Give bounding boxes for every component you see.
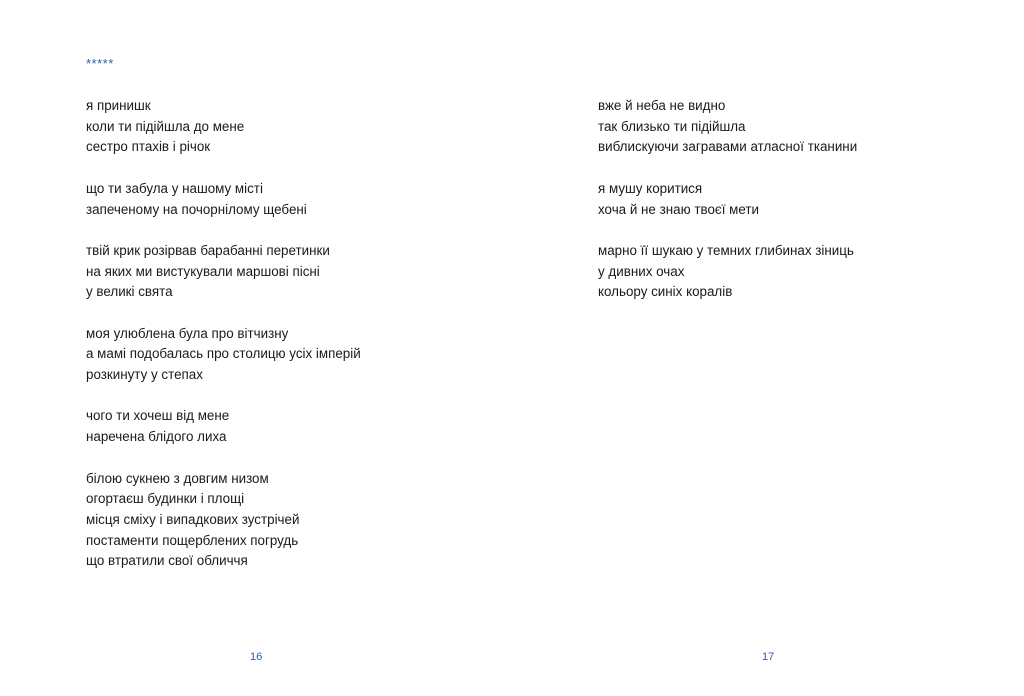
stanza bbox=[598, 179, 857, 220]
stanza bbox=[86, 406, 361, 447]
stanza bbox=[86, 241, 361, 303]
page-number-left: 16 bbox=[250, 651, 263, 663]
poem-line: розкинуту у степах bbox=[86, 367, 203, 383]
poem-line: твій крик розірвав барабанні перетинки bbox=[86, 242, 330, 258]
poem-line: коли ти підійшла до мене bbox=[86, 118, 245, 134]
poem-line: кольору синіх коралів bbox=[598, 284, 733, 300]
poem-line: що втратили свої обличчя bbox=[86, 553, 248, 569]
stanza bbox=[598, 96, 857, 158]
poem-line: постаменти пощерблених погрудь bbox=[86, 532, 299, 548]
poem-line: виблискуючи загравами атласної тканини bbox=[598, 139, 858, 155]
poem-line: огортаєш будинки і площі bbox=[86, 491, 245, 507]
stanza bbox=[598, 241, 857, 303]
poem-line: наречена блідого лиха bbox=[86, 429, 227, 445]
poem-line: я мушу коритися bbox=[598, 180, 703, 196]
stanza bbox=[86, 324, 361, 386]
poem-line: чого ти хочеш від мене bbox=[86, 408, 230, 424]
section-ornament: ***** bbox=[86, 56, 114, 71]
poem-line: що ти забула у нашому місті bbox=[86, 180, 263, 196]
poem-line: у дивних очах bbox=[598, 263, 685, 279]
poem-line: сестро птахів і річок bbox=[86, 139, 211, 155]
poem-line: а мамі подобалась про столицю усіх імперій bbox=[86, 346, 361, 362]
poem-line: хоча й не знаю твоєї мети bbox=[598, 201, 759, 217]
page-number-right: 17 bbox=[762, 651, 775, 663]
right-page bbox=[512, 0, 1024, 696]
poem-line: марно її шукаю у темних глибинах зіниць bbox=[598, 242, 854, 258]
poem-right bbox=[598, 96, 857, 324]
poem-line: на яких ми вистукували маршові пісні bbox=[86, 263, 320, 279]
stanza bbox=[86, 469, 361, 573]
poem-line: білою сукнею з довгим низом bbox=[86, 470, 269, 486]
poem-line: моя улюблена була про вітчизну bbox=[86, 325, 289, 341]
stanza bbox=[86, 179, 361, 220]
poem-line: я принишк bbox=[86, 98, 151, 113]
poem-line: у великі свята bbox=[86, 284, 173, 300]
poem-line: місця сміху і випадкових зустрічей bbox=[86, 511, 300, 527]
poem-left bbox=[86, 96, 361, 593]
poem-line: так близько ти підійшла bbox=[598, 118, 746, 134]
poem-line: запеченому на почорнілому щебені bbox=[86, 201, 307, 217]
poem-line: вже й неба не видно bbox=[598, 98, 726, 113]
stanza bbox=[86, 96, 361, 158]
